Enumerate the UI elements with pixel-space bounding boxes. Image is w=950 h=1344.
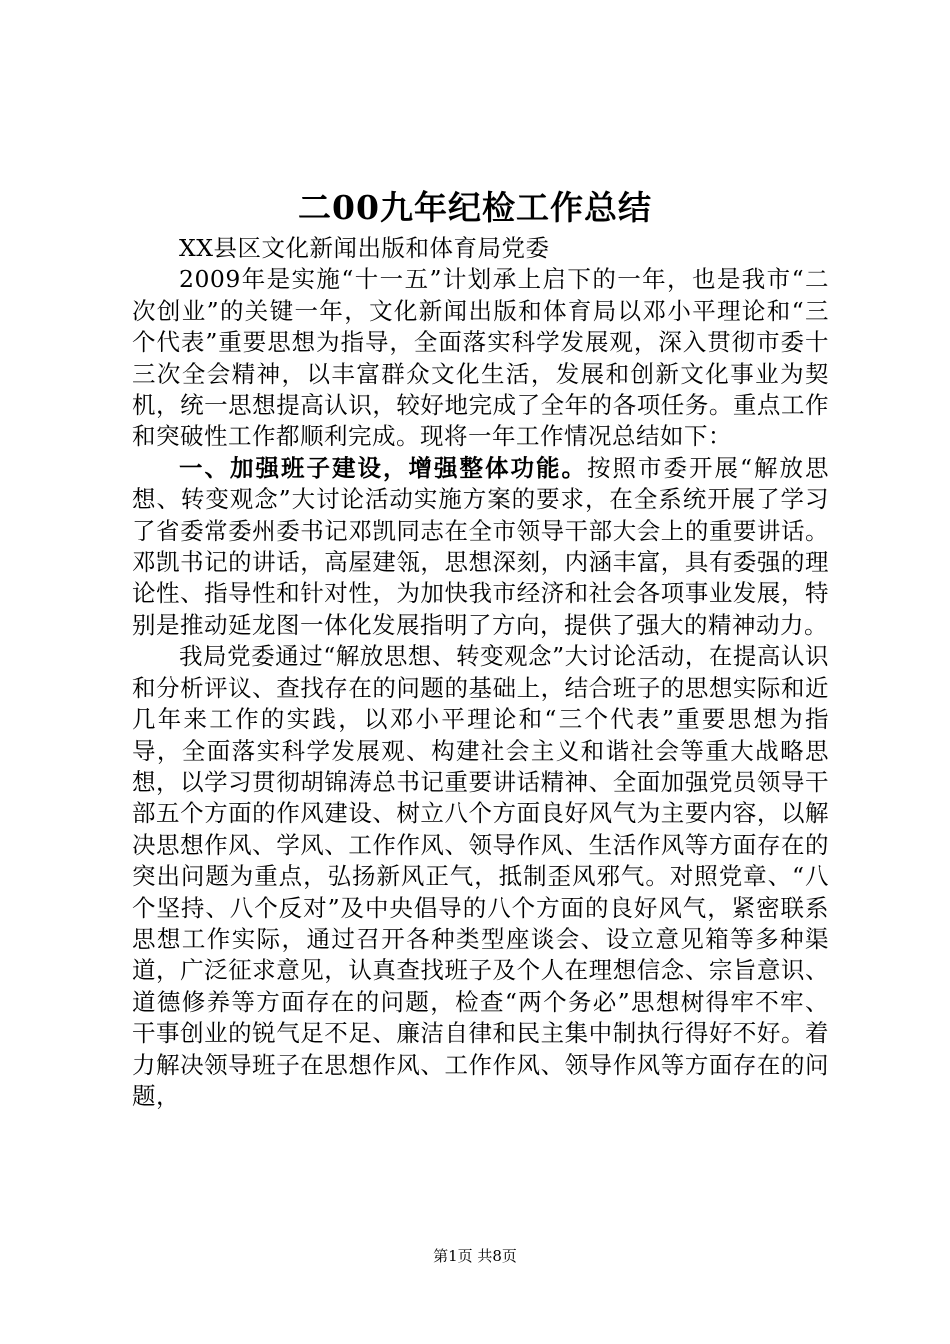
intro-paragraph: 2009年是实施“十一五”计划承上启下的一年，也是我市“二次创业”的关键一年，文化新闻出版和体育局以邓小平理论和“三个代表”重要思想为指导，全面落实科学发展观，深入贯彻市委十三次全会精神，以丰富群众文化生活，发展和创新文化事业为契机，统一思想提高认识，较好地完成了全年的各项任务。重点工作和突破性工作都顺利完成。现将一年工作情况总结如下： [132,265,829,451]
paragraph-2: 我局党委通过“解放思想、转变观念”大讨论活动，在提高认识和分析评议、查找存在的问题的基础上，结合班子的思想实际和近几年来工作的实践，以邓小平理论和“三个代表”重要思想为指导，全面落实科学发展观、构建社会主义和谐社会等重大战略思想，以学习贯彻胡锦涛总书记重要讲话精神、全面加强党员领导干部五个方面的作风建设、树立八个方面良好风气为主要内容，以解决思想作风、学风、工作作风、领导作风、生活作风等方面存在的突出问题为重点，弘扬新风正气，抵制歪风邪气。对照党章、“八个坚持、八个反对”及中央倡导的八个方面的良好风气，紧密联系思想工作实际，通过召开各种类型座谈会、设立意见箱等多种渠道，广泛征求意见，认真查找班子及个人在理想信念、宗旨意识、道德修养等方面存在的问题，检查“两个务必”思想树得牢不牢、干事创业的锐气足不足、廉洁自律和民主集中制执行得好不好。着力解决领导班子在思想作风、工作作风、领导作风等方面存在的问题， [132,642,829,1110]
document-title: 二00九年纪检工作总结 [298,188,652,227]
section1-text: 按照市委开展“解放思想、转变观念”大讨论活动实施方案的要求，在全系统开展了学习了省委常委州委书记邓凯同志在全市领导干部大会上的重要讲话。邓凯书记的讲话，高屋建瓴，思想深刻，内涵丰富，具有委强的理论性、指导性和针对性，为加快我市经济和社会各项事业发展，特别是推动延龙图一体化发展指明了方向，提供了强大的精神动力。 [132,453,830,639]
section1-heading: 一、加强班子建设，增强整体功能。 [179,453,587,482]
author-line: XX县区文化新闻出版和体育局党委 [179,234,550,262]
document-body [132,233,829,1112]
page-footer: 第1页 共8页 [433,1247,517,1265]
section1-paragraph [132,453,829,641]
